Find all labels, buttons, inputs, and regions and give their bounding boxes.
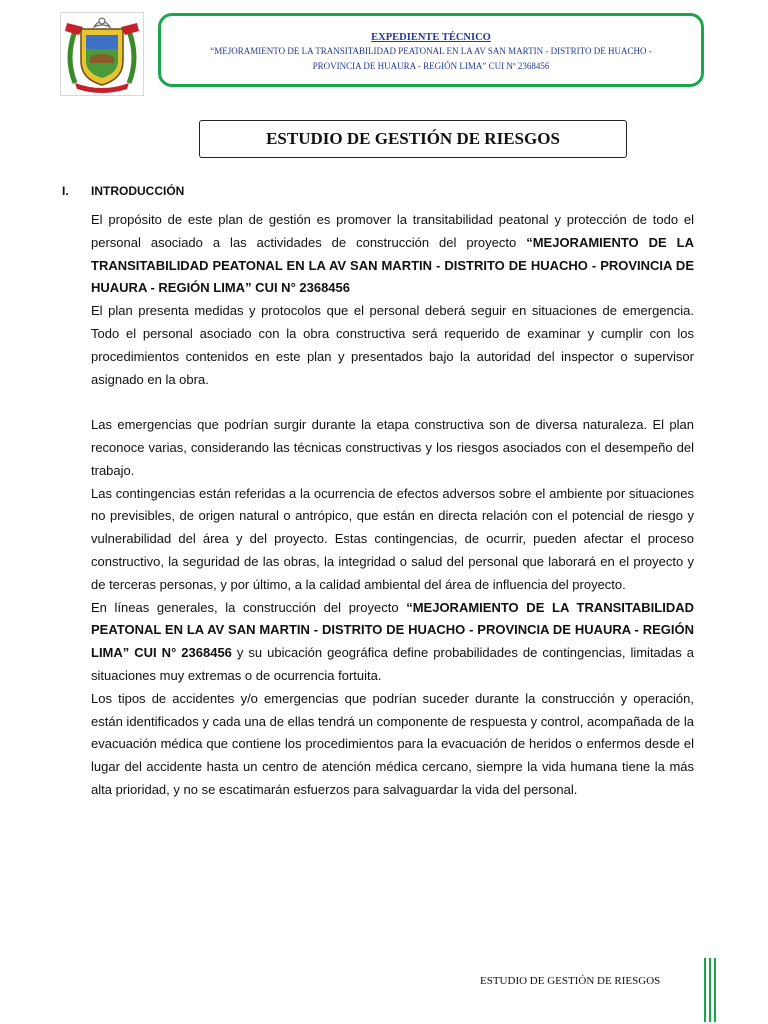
paragraph-5-text-b: y su ubicación geográfica define probabilidades de contingencias, limitadas a situaciones muy extremas o de ocurrencia fortuita. xyxy=(91,645,694,683)
paragraph-1 xyxy=(91,209,694,300)
footer-rule xyxy=(704,958,706,1022)
footer-title: ESTUDIO DE GESTIÓN DE RIESGOS xyxy=(480,975,661,987)
footer-rule xyxy=(714,958,716,1022)
paragraph-5 xyxy=(91,597,694,688)
document-title: ESTUDIO DE GESTIÓN DE RIESGOS xyxy=(199,120,627,158)
body-text xyxy=(91,209,694,802)
paragraph-6: Los tipos de accidentes y/o emergencias que podrían suceder durante la construcción y operación, están identificados y cada una de ellas tendrá un componente de respuesta y control, acompañada de la evacuación médica que contiene los procedimientos para la evacuación de heridos o enfermos desde el lugar del accidente hasta un centro de atención médica cercano, siempre la vida humana tiene la más alta prioridad, y no se escatimarán esfuerzos para salvaguardar la vida del personal. xyxy=(91,690,694,797)
paragraph-3: Las emergencias que podrían surgir durante la etapa constructiva son de diversa naturaleza. El plan reconoce varias, considerando las técnicas constructivas y los riesgos asociados con el desempeño del trabajo. xyxy=(91,417,694,478)
section-number: I. xyxy=(62,184,69,198)
paragraph-5-text-a: En líneas generales, la construcción del proyecto xyxy=(91,599,407,615)
header-project-line: “MEJORAMIENTO DE LA TRANSITABILIDAD PEATONAL EN LA AV SAN MARTIN - DISTRITO DE HUACHO - PROVINCIA DE HUAURA - REGIÓN LIMA” CUI Nº 2368456 xyxy=(210,46,652,71)
paragraph-1-project-name: “MEJORAMIENTO DE LA TRANSITABILIDAD PEATONAL EN LA AV SAN MARTIN - DISTRITO DE HUACHO - PROVINCIA DE HUAURA - REGIÓN LIMA” CUI N° 2368456 xyxy=(91,234,694,296)
header-kind: EXPEDIENTE TÉCNICO xyxy=(371,32,491,43)
section-title: INTRODUCCIÓN xyxy=(91,184,185,198)
footer-rule xyxy=(709,958,711,1022)
paragraph-5-project-name: “MEJORAMIENTO DE LA TRANSITABILIDAD PEATONAL EN LA AV SAN MARTIN - DISTRITO DE HUACHO - PROVINCIA DE HUAURA - REGIÓN LIMA” CUI N° 2368456 xyxy=(91,599,695,661)
paragraph-4: Las contingencias están referidas a la ocurrencia de efectos adversos sobre el ambiente por situaciones no previsibles, de origen natural o antrópico, que están en directa relación con el potencial de riesgo y vulnerabilidad del área y del proyecto. Estas contingencias, de ocurrir, pueden afectar el proceso constructivo, la seguridad de las obras, la integridad o salud del personal que laborará en el proyecto y de terceras personas, y por último, a la calidad ambiental del área de influencia del proyecto. xyxy=(91,485,694,592)
paragraph-2: El plan presenta medidas y protocolos que el personal deberá seguir en situaciones de emergencia. Todo el personal asociado con la obra constructiva será requerido de examinar y cumplir con los procedimientos contenidos en este plan y presentados bajo la autoridad del inspector o supervisor asignado en la obra. xyxy=(91,303,694,387)
paragraph-gap xyxy=(91,391,694,414)
paragraph-1-text: El propósito de este plan de gestión es promover la transitabilidad peatonal y protección de todo el personal asociado a las actividades de construcción del proyecto xyxy=(91,212,694,250)
coat-of-arms-graphic xyxy=(61,13,143,95)
header-box xyxy=(158,13,704,87)
municipal-coat-of-arms-icon xyxy=(60,12,144,96)
